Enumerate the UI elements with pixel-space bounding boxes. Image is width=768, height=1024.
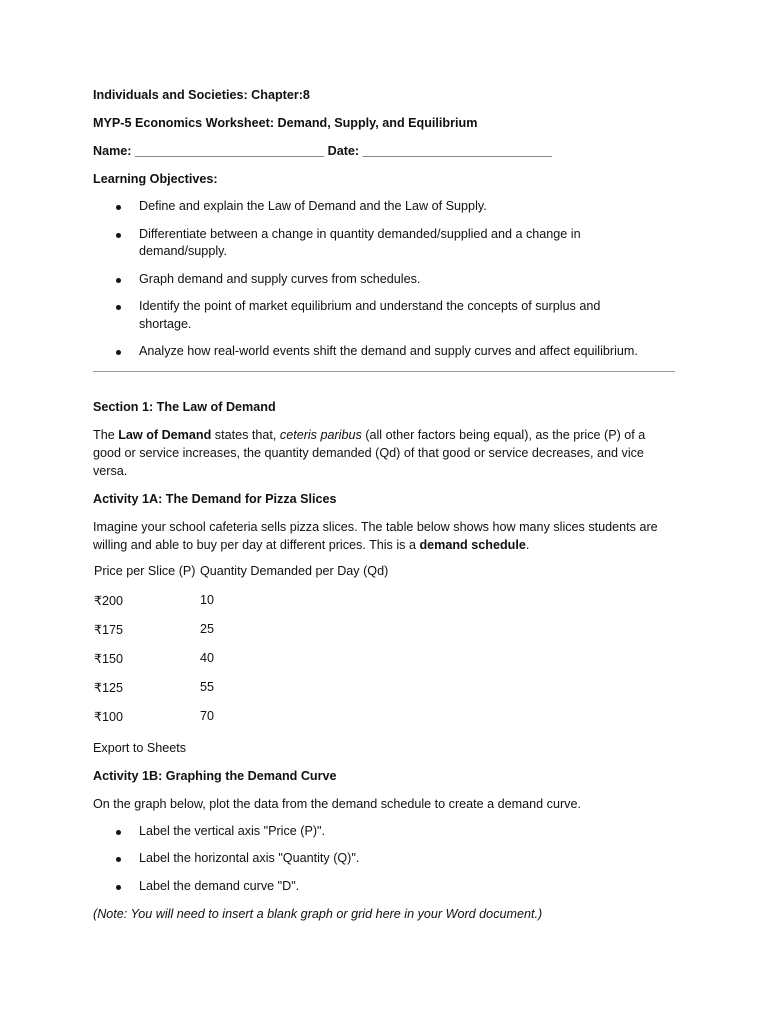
column-header: Quantity Demanded per Day (Qd)	[200, 563, 389, 578]
chapter-heading: Individuals and Societies: Chapter:8	[93, 88, 310, 102]
bullet-icon	[116, 885, 121, 890]
demand-schedule-table	[94, 564, 388, 739]
quantity-cell: 55	[200, 680, 215, 695]
activity1b-paragraph: On the graph below, plot the data from the demand schedule to create a demand curve.	[93, 796, 581, 811]
table-row	[94, 593, 388, 622]
graphing-instructions-list	[93, 823, 675, 896]
price-cell: ₹175	[94, 622, 124, 637]
list-item: Differentiate between a change in quantity demanded/supplied and a change in demand/supply.	[93, 226, 675, 261]
worksheet-page	[93, 86, 675, 923]
table-row	[94, 709, 388, 738]
bullet-icon	[116, 830, 121, 835]
activity1b-heading: Activity 1B: Graphing the Demand Curve	[93, 768, 337, 783]
list-item: Graph demand and supply curves from schedules.	[93, 271, 675, 289]
table-row	[94, 680, 388, 709]
bullet-icon	[116, 305, 121, 310]
date-label: Date:	[327, 144, 360, 158]
graph-note: (Note: You will need to insert a blank graph or grid here in your Word document.)	[93, 907, 543, 922]
table-row	[94, 651, 388, 680]
quantity-cell: 40	[200, 651, 215, 666]
name-blank[interactable]: ___________________________	[135, 144, 325, 158]
name-label: Name:	[93, 144, 132, 158]
bullet-icon	[116, 205, 121, 210]
activity1a-paragraph: Imagine your school cafeteria sells pizza slices. The table below shows how many slices students are willing and able to buy per day at different prices. This is a demand schedule.	[93, 519, 658, 552]
table-header-row	[94, 564, 388, 593]
price-cell: ₹150	[94, 652, 124, 667]
objectives-list	[93, 198, 675, 361]
price-cell: ₹125	[94, 681, 124, 696]
law-of-demand-paragraph: The Law of Demand states that, ceteris paribus (all other factors being equal), as the price (P) of a good or service increases, the quantity demanded (Qd) of that good or service decreases, and vice versa.	[93, 427, 646, 478]
list-item: Label the horizontal axis "Quantity (Q)".	[93, 850, 675, 868]
quantity-cell: 10	[200, 592, 215, 607]
list-item: Identify the point of market equilibrium and understand the concepts of surplus and shortage.	[93, 298, 675, 333]
bullet-icon	[116, 350, 121, 355]
list-item: Label the vertical axis "Price (P)".	[93, 823, 675, 841]
section1-heading: Section 1: The Law of Demand	[93, 399, 276, 414]
list-item: Define and explain the Law of Demand and the Law of Supply.	[93, 198, 675, 216]
bullet-icon	[116, 278, 121, 283]
export-to-sheets-link[interactable]: Export to Sheets	[93, 740, 187, 755]
price-cell: ₹100	[94, 710, 124, 725]
objectives-heading: Learning Objectives:	[93, 172, 218, 186]
table-row	[94, 622, 388, 651]
quantity-cell: 70	[200, 709, 215, 724]
bullet-icon	[116, 233, 121, 238]
bullet-icon	[116, 857, 121, 862]
price-cell: ₹200	[94, 593, 124, 608]
date-blank[interactable]: ___________________________	[362, 144, 552, 158]
name-date-line	[93, 142, 675, 160]
column-header: Price per Slice (P)	[94, 563, 196, 578]
list-item: Analyze how real-world events shift the demand and supply curves and affect equilibrium.	[93, 343, 675, 361]
activity1a-heading: Activity 1A: The Demand for Pizza Slices	[93, 491, 337, 506]
quantity-cell: 25	[200, 621, 215, 636]
list-item: Label the demand curve "D".	[93, 878, 675, 896]
worksheet-title: MYP-5 Economics Worksheet: Demand, Supply, and Equilibrium	[93, 116, 478, 130]
